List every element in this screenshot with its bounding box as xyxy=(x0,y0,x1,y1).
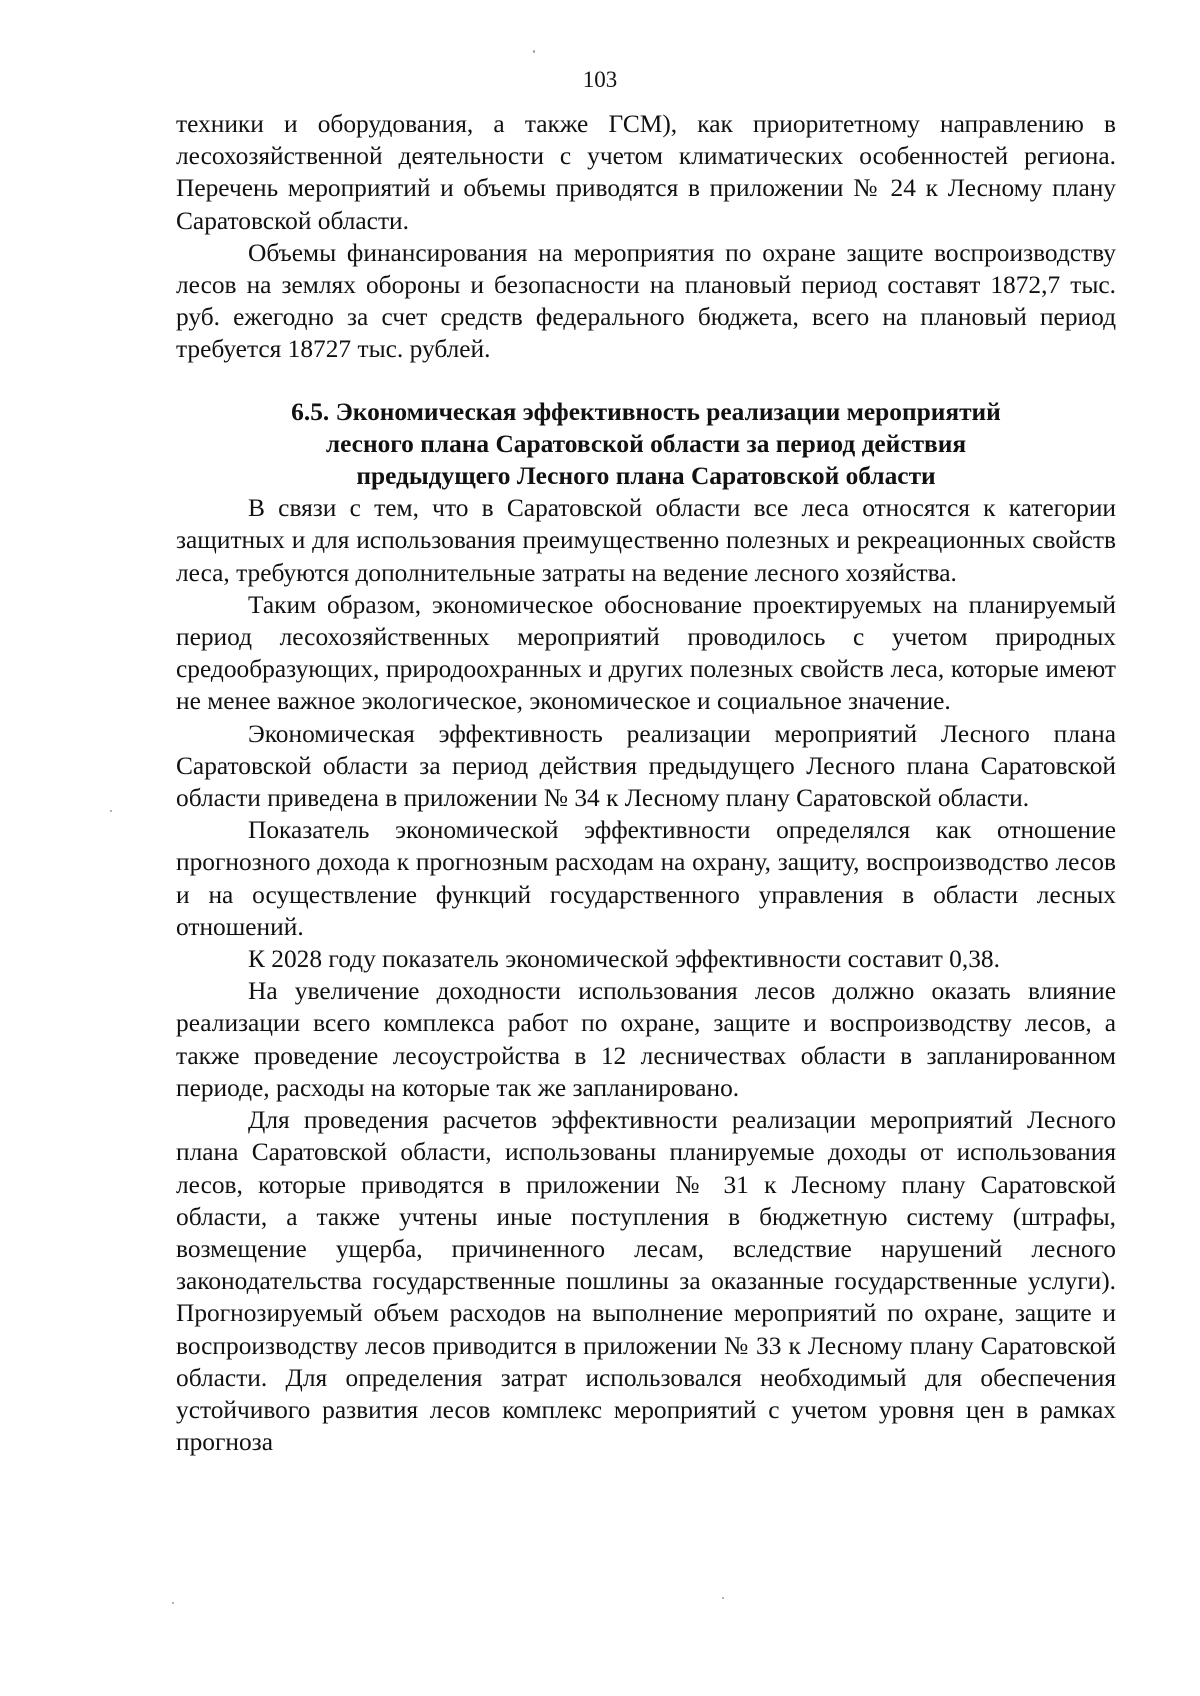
paragraph-continued: техники и оборудования, а также ГСМ), как приоритетному направлению в лесохозяйственной деятельности с учетом климатических особенностей региона. Перечень мероприятий и объемы приводятся в приложении № 24 к Лесному плану Саратовской области. xyxy=(176,110,1116,235)
paragraph-profitability: На увеличение доходности использования лесов должно оказать влияние реализации всего комплекса работ по охране, защите и воспроизводству лесов, а также проведение лесоустройства в 12 лесничествах области в запланированном периоде, расходы на которые так же запланировано. xyxy=(176,977,1116,1102)
scan-speck xyxy=(722,1597,724,1599)
paragraph-efficiency-appendix: Экономическая эффективность реализации мероприятий Лесного плана Саратовской области за период действия предыдущего Лесного плана Саратовской области приведена в приложении № 34 к Лесному плану Саратовской области. xyxy=(176,719,1116,813)
scan-speck xyxy=(110,810,112,812)
paragraph-forest-categories: В связи с тем, что в Саратовской области все леса относятся к категории защитных и для использования преимущественно полезных и рекреационных свойств леса, требуются дополнительные затраты на ведение лесного хозяйства. xyxy=(176,494,1116,587)
paragraph-efficiency-indicator: Показатель экономической эффективности определялся как отношение прогнозного дохода к прогнозным расходам на охрану, защиту, воспроизводство лесов и на осуществление функций государственного управления в области лесных отношений. xyxy=(176,816,1116,941)
paragraph-calculations: Для проведения расчетов эффективности реализации мероприятий Лесного плана Саратовской области, использованы планируемые доходы от использования лесов, которые приводятся в приложении № 31 к Лесному плану Саратовской области, а также учтены иные поступления в бюджетную систему (штрафы, возмещение ущерба, причиненного лесам, вследствие нарушений лесного законодательства государственные пошлины за оказанные государственные услуги). Прогнозируемый объем расходов на выполнение мероприятий по охране, защите и воспроизводству лесов приводится в приложении № 33 к Лесному плану Саратовской области. Для определения затрат использовался необходимый для обеспечения устойчивого развития лесов комплекс мероприятий с учетом уровня цен в рамках прогноза xyxy=(176,1106,1116,1457)
body-text xyxy=(176,108,1116,1458)
paragraph-indicator-2028: К 2028 году показатель экономической эффективности составит 0,38. xyxy=(248,945,1000,974)
section-heading: 6.5. Экономическая эффективность реализации мероприятий лесного плана Саратовской области за период действия предыдущего Лесного плана Саратовской области xyxy=(291,397,1001,491)
page-number: 103 xyxy=(582,67,618,92)
paragraph-economic-justification: Таким образом, экономическое обоснование проектируемых на планируемый период лесохозяйственных мероприятий проводилось с учетом природных средообразующих, природоохранных и других полезных свойств леса, которые имеют не менее важное экологическое, экономическое и социальное значение. xyxy=(176,590,1116,716)
paragraph-financing: Объемы финансирования на мероприятия по охране защите воспроизводству лесов на землях обороны и безопасности на плановый период составят 1872,7 тыс. руб. ежегодно за счет средств федерального бюджета, всего на плановый период требуется 18727 тыс. рублей. xyxy=(176,238,1116,364)
scan-speck xyxy=(172,1602,174,1604)
scan-speck xyxy=(533,50,535,53)
